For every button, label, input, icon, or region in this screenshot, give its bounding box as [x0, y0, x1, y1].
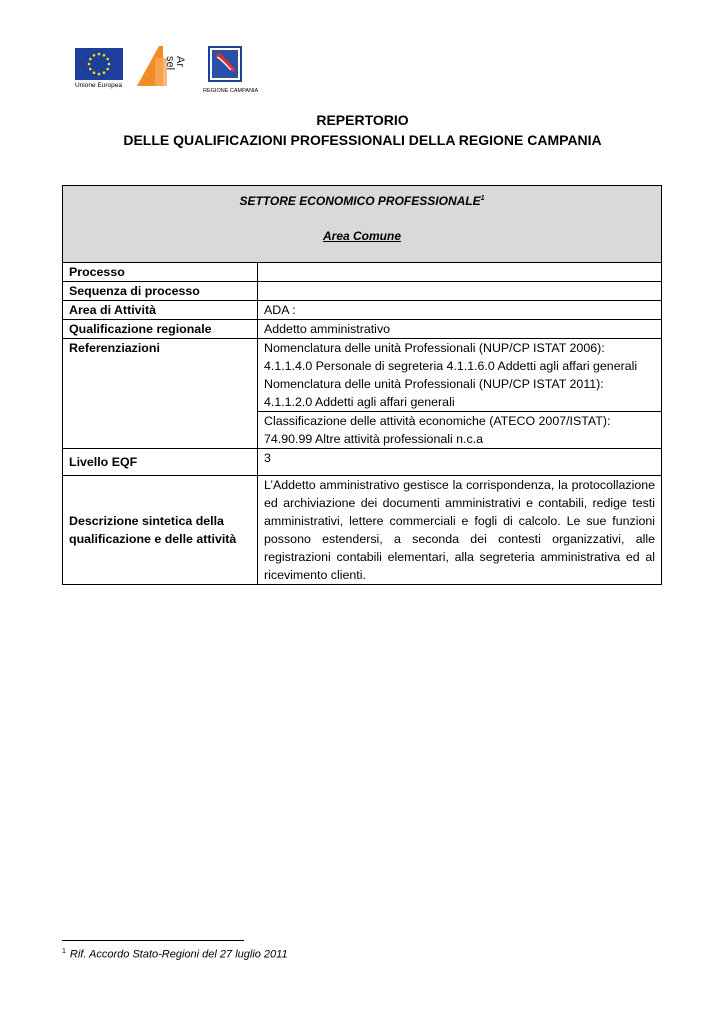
- svg-text:Ar: Ar: [174, 56, 186, 67]
- footnote-number: 1: [62, 948, 66, 955]
- svg-text:sel: sel: [164, 56, 176, 71]
- campania-shield-icon: [203, 46, 247, 82]
- arsel-logo: [137, 46, 189, 86]
- nup-2006-heading: Nomenclatura delle unità Professionali (NUP/CP ISTAT 2006):: [264, 341, 605, 355]
- table-row: [63, 476, 662, 585]
- table-header-cell: [63, 186, 662, 263]
- table-row: [63, 282, 662, 301]
- title-line-1: REPERTORIO: [316, 112, 409, 128]
- eu-caption: Unione Europea: [75, 82, 122, 89]
- table-row: [63, 301, 662, 320]
- row-value-nup: [258, 339, 662, 412]
- row-label-descrizione: Descrizione sintetica della qualificazione e delle attività: [63, 476, 258, 585]
- nup-2006-codes: 4.1.1.4.0 Personale di segreteria 4.1.1.6.0 Addetti agli affari generali: [264, 359, 638, 373]
- title-line-2: DELLE QUALIFICAZIONI PROFESSIONALI DELLA REGIONE CAMPANIA: [123, 132, 602, 148]
- table-row: [63, 339, 662, 412]
- row-label-referenziazioni: Referenziazioni: [63, 339, 258, 449]
- table-row: [63, 320, 662, 339]
- footnote-divider: [62, 940, 244, 941]
- page-title: [0, 110, 725, 150]
- regione-campania-logo: [203, 46, 259, 94]
- sector-heading: [69, 190, 655, 210]
- sector-label: SETTORE ECONOMICO PROFESSIONALE: [239, 194, 481, 208]
- table-row: [63, 263, 662, 282]
- row-label-eqf: Livello EQF: [63, 449, 258, 476]
- row-label-area-attivita: Area di Attività: [63, 301, 258, 320]
- footnote-text: Rif. Accordo Stato-Regioni del 27 luglio 2011: [69, 948, 288, 961]
- eu-stars-icon: [75, 48, 123, 80]
- row-value-eqf: 3: [258, 449, 662, 476]
- ateco-codes: 74.90.99 Altre attività professionali n.c.a: [264, 432, 484, 446]
- row-label-sequenza: Sequenza di processo: [63, 282, 258, 301]
- eu-logo: [75, 48, 125, 94]
- nup-2011-codes: 4.1.1.2.0 Addetti agli affari generali: [264, 395, 455, 409]
- row-value-qualificazione: Addetto amministrativo: [258, 320, 662, 339]
- row-label-processo: Processo: [63, 263, 258, 282]
- campania-caption: REGIONE CAMPANIA: [203, 88, 259, 94]
- qualification-table: [62, 185, 662, 585]
- row-value-ateco: [258, 412, 662, 449]
- row-value-descrizione: L’Addetto amministrativo gestisce la corrispondenza, la protocollazione ed archiviazione dei documenti amministrativi e contabili, redige testi amministrativi, lettere commerciali e fogli di calcolo. Le sue funzioni possono estendersi, a seconda dei contesti organizzativi, alle registrazioni contabili elementari, alla segreteria amministrativa ed al ricevimento clienti.: [258, 476, 662, 585]
- table-row: [63, 449, 662, 476]
- nup-2011-heading: Nomenclatura delle unità Professionali (NUP/CP ISTAT 2011):: [264, 377, 604, 391]
- row-value-processo: [258, 263, 662, 282]
- row-label-qualificazione: Qualificazione regionale: [63, 320, 258, 339]
- ateco-heading: Classificazione delle attività economiche (ATECO 2007/ISTAT):: [264, 414, 611, 428]
- area-heading: Area Comune: [322, 229, 402, 243]
- row-value-area-attivita: ADA :: [258, 301, 662, 320]
- table-header-row: [63, 186, 662, 263]
- sector-footnote-marker: 1: [480, 195, 485, 202]
- row-value-sequenza: [258, 282, 662, 301]
- footnote: [62, 948, 288, 961]
